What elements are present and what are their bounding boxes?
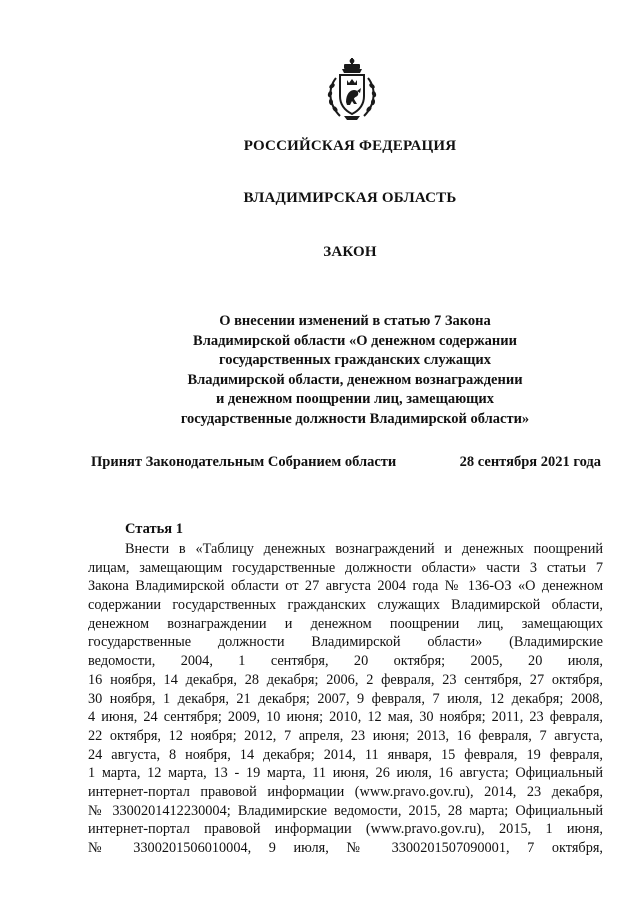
article-line: государственные должности Владимирской области» (Владимирские xyxy=(88,634,603,651)
article-line: интернет-портал правовой информации (www.pravo.gov.ru), 2014, 23 декабря, xyxy=(88,783,603,800)
document-type-heading: ЗАКОН xyxy=(323,244,377,260)
article-line: 16 ноября, 14 декабря, 28 декабря; 2006, 2 февраля, 23 сентября, 27 октября, xyxy=(88,671,603,688)
adoption-line xyxy=(91,454,601,471)
article-line: лицам, замещающим государственные должности области» части 3 статьи 7 xyxy=(88,559,603,576)
law-title-line: Владимирской области, денежном вознаграждении xyxy=(187,371,523,388)
article-line: 1 марта, 12 марта, 13 - 19 марта, 11 июня, 26 июля, 16 августа; Официальный xyxy=(88,765,603,782)
federation-heading: РОССИЙСКАЯ ФЕДЕРАЦИЯ xyxy=(243,138,457,154)
law-title-line: О внесении изменений в статью 7 Закона xyxy=(219,313,491,329)
adoption-date: 28 сентября 2021 года xyxy=(459,454,601,470)
article-line: 4 июня, 24 сентября; 2009, 10 июня; 2010, 12 мая, 30 ноября; 2011, 23 февраля, xyxy=(88,709,603,726)
coat-of-arms-icon xyxy=(324,58,380,122)
law-title-line: государственные должности Владимирской области» xyxy=(180,410,530,427)
article-line: 22 октября, 12 ноября; 2012, 7 апреля, 23 июня; 2013, 16 февраля, 7 августа, xyxy=(88,727,603,744)
article-line: 24 августа, 8 ноября, 14 декабря; 2014, 11 января, 15 февраля, 19 февраля, xyxy=(88,746,603,763)
law-title-line: государственных гражданских служащих xyxy=(218,352,492,368)
article-body xyxy=(88,540,603,858)
adopted-by: Принят Законодательным Собранием области xyxy=(91,454,397,470)
region-heading: ВЛАДИМИРСКАЯ ОБЛАСТЬ xyxy=(243,190,457,206)
article-line: содержании государственных гражданских служащих Владимирской области, xyxy=(88,597,603,614)
law-title xyxy=(140,312,570,429)
article-line: интернет-портал правовой информации (www.pravo.gov.ru), 2015, 1 июня, xyxy=(88,821,603,838)
article-line: 30 ноября, 1 декабря, 21 декабря; 2007, 9 февраля, 7 июля, 12 декабря; 2008, xyxy=(88,690,603,707)
law-title-line: Владимирской области «О денежном содержании xyxy=(193,332,517,349)
article-line: № 3300201506010004, 9 июля, № 3300201507090001, 7 октября, xyxy=(88,840,603,856)
article-title: Статья 1 xyxy=(125,521,183,537)
article-line: № 3300201412230004; Владимирские ведомости, 2015, 28 марта; Официальный xyxy=(88,802,603,819)
article-line: Закона Владимирской области от 27 августа 2004 года № 136-ОЗ «О денежном xyxy=(88,578,603,595)
article-line: денежном вознаграждении и денежном поощрении лиц, замещающих xyxy=(88,615,603,632)
article-line: ведомости, 2004, 1 сентября, 20 октября; 2005, 20 июля, xyxy=(88,653,603,670)
law-title-line: и денежном поощрении лиц, замещающих xyxy=(215,391,495,407)
article-line: Внести в «Таблицу денежных вознаграждений и денежных поощрений xyxy=(125,541,603,557)
